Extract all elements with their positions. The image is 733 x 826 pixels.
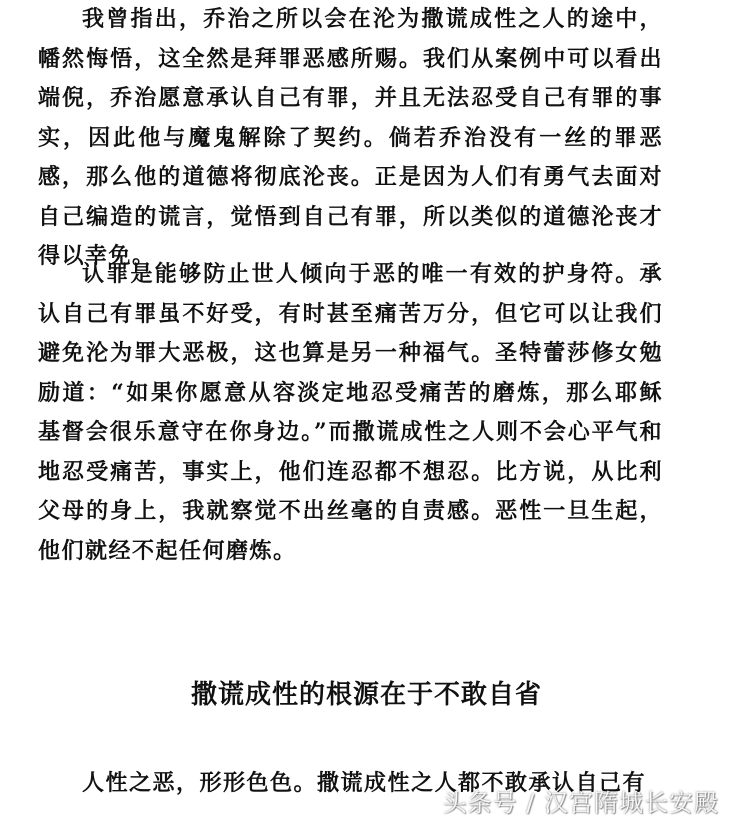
source-watermark: 头条号 / 汉宫隋城长安殿 [442,789,719,817]
body-paragraph-2: 认罪是能够防止世人倾向于恶的唯一有效的护身符。承认自己有罪虽不好受，有时甚至痛苦万分，但它可以让我们避免沦为罪大恶极，这也算是另一种福气。圣特蕾莎修女勉励道：“如果你愿意从容淡定地忍受痛苦的磨炼，那么耶稣基督会很乐意守在你身边。”而撒谎成性之人则不会心平气和地忍受痛苦，事实上，他们连忍都不想忍。比方说，从比利父母的身上，我就察觉不出丝毫的自责感。恶性一旦生起，他们就经不起任何磨炼。 [38,261,663,564]
section-heading: 撒谎成性的根源在于不敢自省 [190,680,542,710]
body-paragraph-3-partial: 人性之恶，形形色色。撒谎成性之人都不敢承认自己有 [82,770,647,796]
body-paragraph-1: 我曾指出，乔治之所以会在沦为撒谎成性之人的途中，幡然悔悟，这全然是拜罪恶感所赐。我们从案例中可以看出端倪，乔治愿意承认自己有罪，并且无法忍受自己有罪的事实，因此他与魔鬼解除了契约。倘若乔治没有一丝的罪恶感，那么他的道德将彻底沦丧。正是因为人们有勇气去面对自己编造的谎言，觉悟到自己有罪，所以类似的道德沦丧才得以幸免。 [38,6,663,269]
